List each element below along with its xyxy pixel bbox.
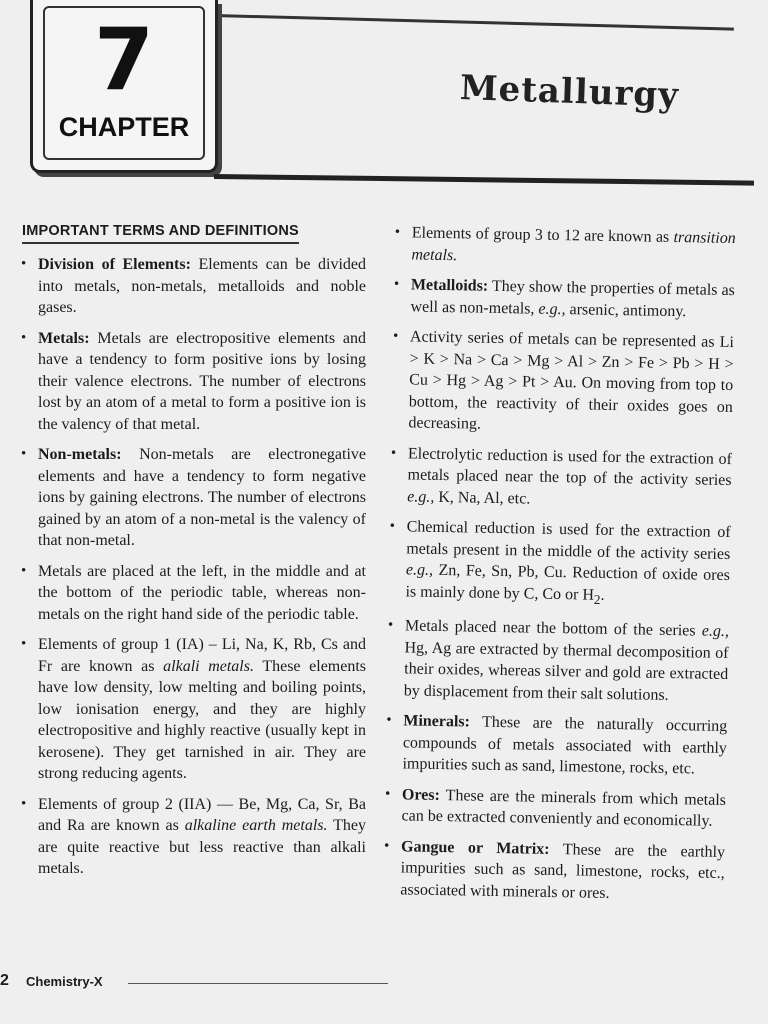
book-name: Chemistry-X <box>26 974 103 989</box>
footer-rule <box>128 983 388 984</box>
chapter-title: Metallurgy <box>459 68 680 116</box>
list-item <box>378 710 727 781</box>
term: Metals: <box>38 329 90 347</box>
definition: Metals placed near the bottom of the series <box>404 617 702 640</box>
list-item <box>14 561 366 626</box>
bullet-icon: • <box>387 617 394 634</box>
definition: Elements can be divided into metals, non-metals, metalloids and noble gases. <box>38 256 366 316</box>
bullet-icon: • <box>386 712 392 729</box>
bullet-icon: • <box>383 837 390 854</box>
bullet-icon: • <box>21 329 27 346</box>
list-item <box>14 254 366 319</box>
bullet-icon: • <box>394 224 401 241</box>
definition-italic: e.g., <box>407 487 435 506</box>
left-column <box>14 222 366 889</box>
list-item <box>381 516 731 612</box>
definition: Electrolytic reduction is used for the extraction of metals placed near the top of the activity series <box>407 444 733 490</box>
definition: Elements of group 3 to 12 are known as <box>411 224 674 246</box>
definition-italic: e.g., <box>405 561 434 579</box>
list-item <box>384 326 734 440</box>
bullet-icon: • <box>21 636 27 652</box>
bullet-icon: • <box>21 446 27 462</box>
right-column <box>376 222 736 915</box>
definition: Metals are placed at the left, in the middle and at the bottom of the periodic table, whereas non-metals on the right hand side of the periodic table. <box>38 562 366 623</box>
page-number: 2 <box>0 972 9 989</box>
subscript: 2 <box>593 591 601 607</box>
list-item <box>376 836 725 907</box>
list-item <box>14 634 366 785</box>
list-item <box>14 444 366 552</box>
list-item <box>377 784 726 833</box>
definition-italic: alkali metals. <box>163 657 254 675</box>
definition-continued: Hg, Ag are extracted by thermal decomposition of their oxides, whereas silver and gold are extracted by displacement from their salt solutions. <box>403 639 729 704</box>
definition: These are the minerals from which metals can be extracted conveniently and economically. <box>401 786 727 830</box>
term: Non-metals: <box>38 446 122 463</box>
bullet-icon: • <box>21 256 27 272</box>
section-title: IMPORTANT TERMS AND DEFINITIONS <box>22 223 299 244</box>
bullet-icon: • <box>21 562 27 579</box>
definition: These are the earthly impurities such as sand, limestone, rocks, etc., associated with minerals or ores. <box>400 840 726 902</box>
list-item <box>386 274 735 323</box>
definition-continued: arsenic, antimony. <box>565 300 687 320</box>
definition: Chemical reduction is used for the extraction of metals present in the middle of the activity series <box>406 518 731 563</box>
definition-end: . <box>600 586 605 604</box>
header-top-rule <box>214 14 734 31</box>
term: Ores: <box>401 786 441 804</box>
bullet-icon: • <box>390 444 397 461</box>
definitions-list-right <box>376 222 736 906</box>
list-item <box>383 442 732 513</box>
definition: Elements of group 2 (IIA) — Be, Mg, Ca, Sr, Ba and Ra are known as <box>38 795 366 834</box>
chapter-label: CHAPTER <box>58 112 190 142</box>
header-bottom-rule <box>214 174 754 186</box>
term: Gangue or Matrix: <box>400 838 550 858</box>
list-item <box>380 615 729 707</box>
term: Metalloids: <box>410 276 489 295</box>
chapter-badge-frame <box>43 6 205 160</box>
chapter-number: 7 <box>94 10 154 110</box>
page-footer <box>0 972 420 996</box>
definition: Metals are electropositive elements and have a tendency to form positive ions by losing their valence electrons. The number of electrons lost by an atom of a metal to form a positive ion is the valency of that metal. <box>38 329 366 433</box>
definition: Activity series of metals can be represented as Li > K > Na > Ca > Mg > Al > Zn > Fe > Pb > H > Cu > Hg > Ag > Pt > Au. On moving from top to bottom, the reactivity of their oxides goes on decreasing. <box>408 328 735 433</box>
definition: Non-metals are electronegative elements and have a tendency to form negative ions by gaining electrons. The number of electrons gained by an atom of a non-metal is the valency of that non-metal. <box>38 446 366 549</box>
definition-continued: These elements have low density, low melting and boiling points, low ionisation energy, and they are highly electropositive and highly reactive (usually kept in kerosene). They get tarnished in air. They are strong reducing agents. <box>38 657 367 782</box>
bullet-icon: • <box>389 518 396 535</box>
definition-italic: alkaline earth metals. <box>184 817 328 834</box>
definition-italic: transition metals. <box>411 228 736 264</box>
term: Minerals: <box>403 712 471 731</box>
bullet-icon: • <box>393 276 400 293</box>
definition-continued: Zn, Fe, Sn, Pb, Cu. Reduction of oxide ores is mainly done by C, Co or H <box>405 561 731 604</box>
list-item <box>14 328 366 436</box>
definition: Elements of group 1 (IA) – Li, Na, K, Rb, Cs and Fr are known as <box>38 636 366 675</box>
definition: They show the properties of metals as well as non-metals, <box>410 277 736 318</box>
term: Division of Elements: <box>38 256 191 273</box>
bullet-icon: • <box>21 795 27 812</box>
definition-continued: K, Na, Al, etc. <box>434 488 531 508</box>
list-item <box>387 222 736 271</box>
definition: These are the naturally occurring compounds of metals associated with earthly impurities such as sand, limestone, rocks, etc. <box>402 713 728 778</box>
chapter-badge <box>30 0 218 173</box>
bullet-icon: • <box>392 328 399 345</box>
definition-continued: They are quite reactive but less reactive than alkali metals. <box>38 817 366 877</box>
definition-italic: e.g., <box>701 622 730 641</box>
list-item <box>14 794 366 880</box>
definition-italic: e.g., <box>538 300 566 318</box>
bullet-icon: • <box>384 785 391 802</box>
definitions-list-left <box>14 254 366 880</box>
